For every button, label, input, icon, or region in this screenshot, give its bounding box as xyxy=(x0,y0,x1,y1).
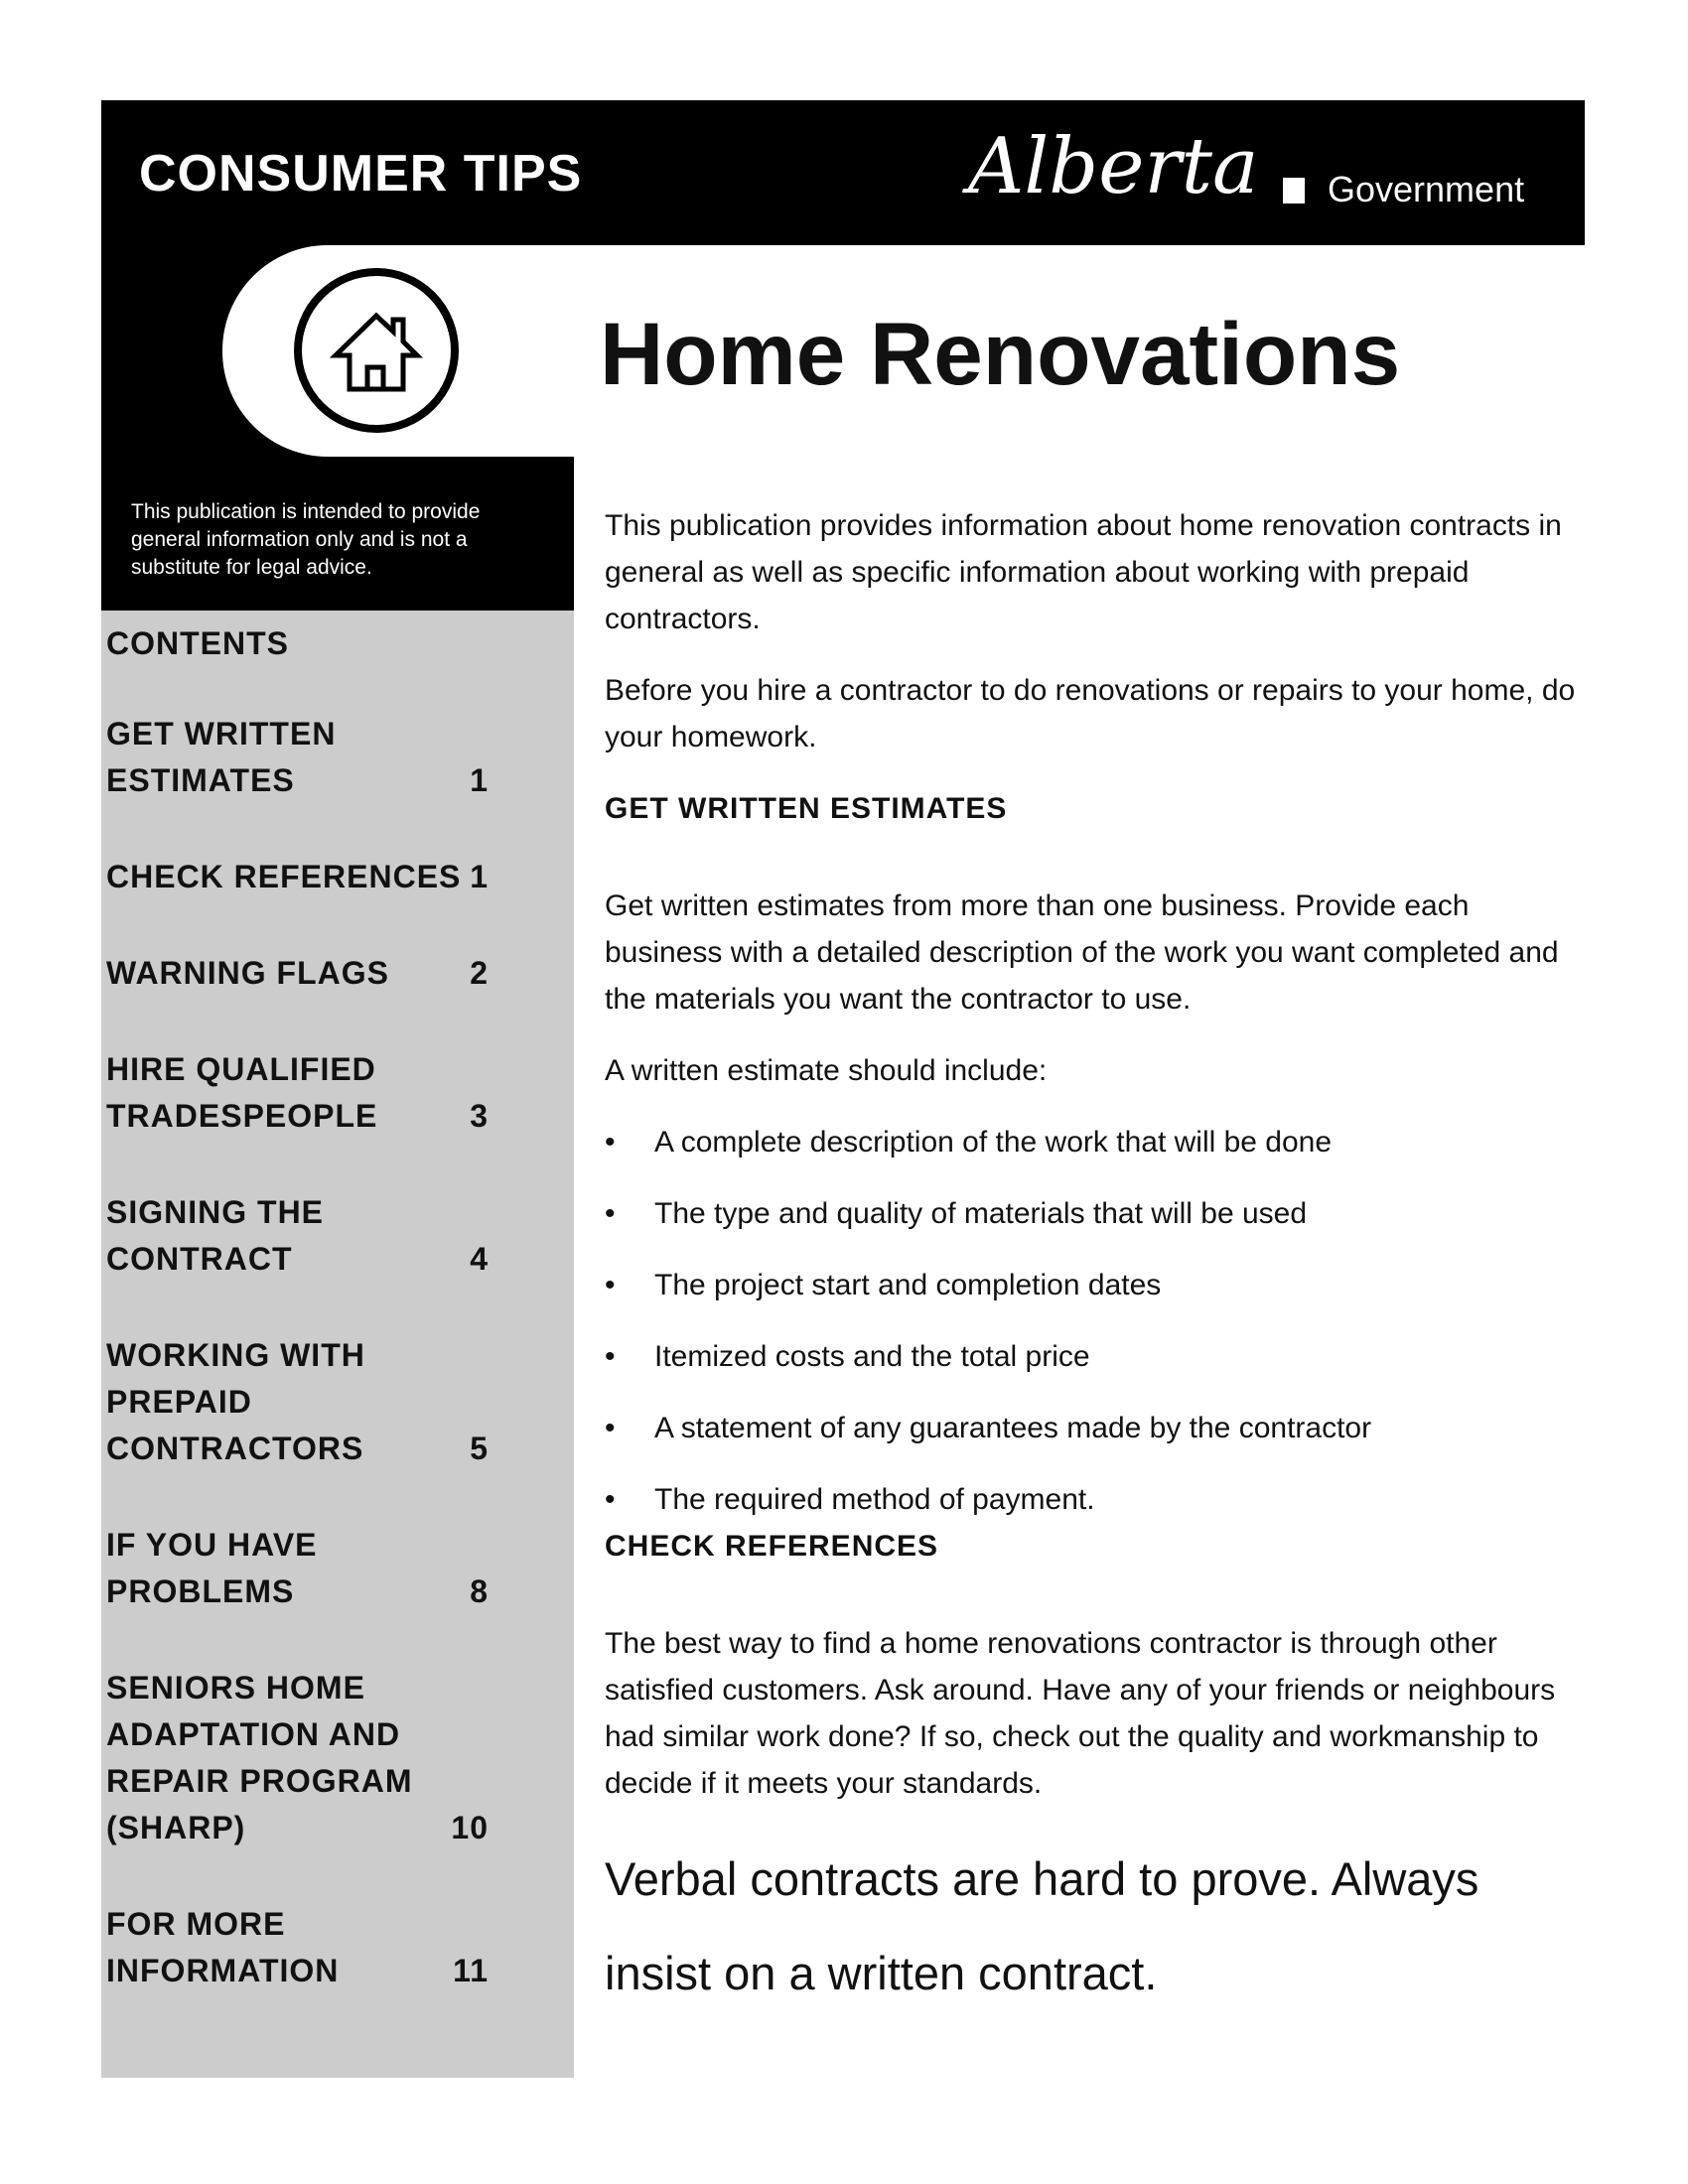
toc-item-page: 1 xyxy=(470,859,489,894)
references-paragraph: The best way to find a home renovations contractor is through other satisfied customers. Ask around. Have any of your friends or neighbours had similar work done? If so, check out the quality and workmanship to decide if it meets your standards. xyxy=(605,1627,1556,1800)
list-item-text: A complete description of the work that will be done xyxy=(654,1126,1333,1159)
section-heading-estimates: GET WRITTEN ESTIMATES xyxy=(605,792,1008,825)
toc-item xyxy=(106,1046,563,1140)
toc-item-page: 2 xyxy=(470,955,489,991)
toc-item-page: 1 xyxy=(470,762,489,798)
toc-item-label: SIGNING THE CONTRACT xyxy=(106,1194,325,1277)
estimates-paragraph: Get written estimates from more than one business. Provide each business with a detailed description of the work you want completed and the materials you want the contractor to use. xyxy=(605,889,1559,1016)
toc-item xyxy=(106,1189,563,1283)
bullet-icon: • xyxy=(605,1197,616,1230)
disclaimer-text: This publication is intended to provide general information only and is not a substitute for legal advice. xyxy=(131,500,481,579)
toc-item-page: 3 xyxy=(470,1098,489,1134)
house-icon-graphic xyxy=(302,276,451,425)
toc-item-label: WARNING FLAGS xyxy=(106,955,389,991)
list-item-text: A statement of any guarantees made by the contractor xyxy=(654,1412,1372,1444)
toc-item-page: 4 xyxy=(470,1241,489,1277)
list-item-text: Itemized costs and the total price xyxy=(654,1340,1090,1373)
toc-item xyxy=(106,950,563,997)
section-heading-references: CHECK REFERENCES xyxy=(605,1530,939,1563)
list-item xyxy=(605,1333,1588,1380)
toc-item xyxy=(106,1901,563,1994)
intro-paragraph-homework: Before you hire a contractor to do renovations or repairs to your home, do your homework. xyxy=(605,674,1576,753)
contents-list xyxy=(106,711,563,2044)
bullet-icon: • xyxy=(605,1412,616,1444)
estimates-list-intro: A written estimate should include: xyxy=(605,1054,1048,1087)
intro-paragraph: This publication provides information about home renovation contracts in general as well as specific information about working with prepaid contractors. xyxy=(605,509,1562,635)
header-bar xyxy=(101,100,1585,245)
list-item-text: The project start and completion dates xyxy=(654,1269,1162,1301)
bullet-icon: • xyxy=(605,1483,616,1516)
toc-item-page: 11 xyxy=(453,1953,489,1988)
callout-text: Verbal contracts are hard to prove. Always insist on a written contract. xyxy=(605,1852,1479,1999)
toc-item xyxy=(106,854,563,900)
toc-item-label: IF YOU HAVE PROBLEMS xyxy=(106,1527,318,1609)
toc-item-page: 5 xyxy=(470,1431,489,1466)
toc-item xyxy=(106,1332,563,1472)
house-icon xyxy=(294,268,459,433)
estimates-list xyxy=(605,1119,1588,1523)
toc-item-label: HIRE QUALIFIED TRADESPEOPLE xyxy=(106,1051,378,1134)
brand-name: Alberta xyxy=(968,122,1259,211)
contents-sidebar xyxy=(101,611,574,2078)
disclaimer-box xyxy=(101,459,574,611)
toc-item xyxy=(106,1665,563,1851)
alberta-government-logo xyxy=(968,120,1564,229)
list-item-text: The required method of payment. xyxy=(654,1483,1095,1516)
page-title: Home Renovations xyxy=(600,304,1401,403)
bullet-icon: • xyxy=(605,1269,616,1301)
toc-item-label: SENIORS HOME ADAPTATION AND REPAIR PROGRAM (SHARP) xyxy=(106,1670,413,1845)
toc-item xyxy=(106,1522,563,1615)
list-item xyxy=(605,1476,1588,1523)
toc-item-label: WORKING WITH PREPAID CONTRACTORS xyxy=(106,1337,365,1466)
contents-heading: CONTENTS xyxy=(106,625,289,661)
toc-item-page: 10 xyxy=(451,1810,489,1845)
bullet-icon: • xyxy=(605,1126,616,1159)
list-item xyxy=(605,1405,1588,1451)
header-title: CONSUMER TIPS xyxy=(139,145,583,203)
main-content xyxy=(605,502,1588,2020)
toc-item-label: CHECK REFERENCES xyxy=(106,859,462,894)
brand-suffix: Government xyxy=(1328,169,1525,209)
brand-mark-icon xyxy=(1283,178,1305,204)
bullet-icon: • xyxy=(605,1340,616,1373)
toc-item-label: FOR MORE INFORMATION xyxy=(106,1906,340,1988)
list-item xyxy=(605,1190,1588,1237)
list-item-text: The type and quality of materials that will be used xyxy=(654,1197,1308,1230)
list-item xyxy=(605,1262,1588,1308)
toc-item xyxy=(106,711,563,804)
toc-item-page: 8 xyxy=(470,1573,489,1609)
toc-item-label: GET WRITTEN ESTIMATES xyxy=(106,716,337,798)
list-item xyxy=(605,1119,1588,1165)
